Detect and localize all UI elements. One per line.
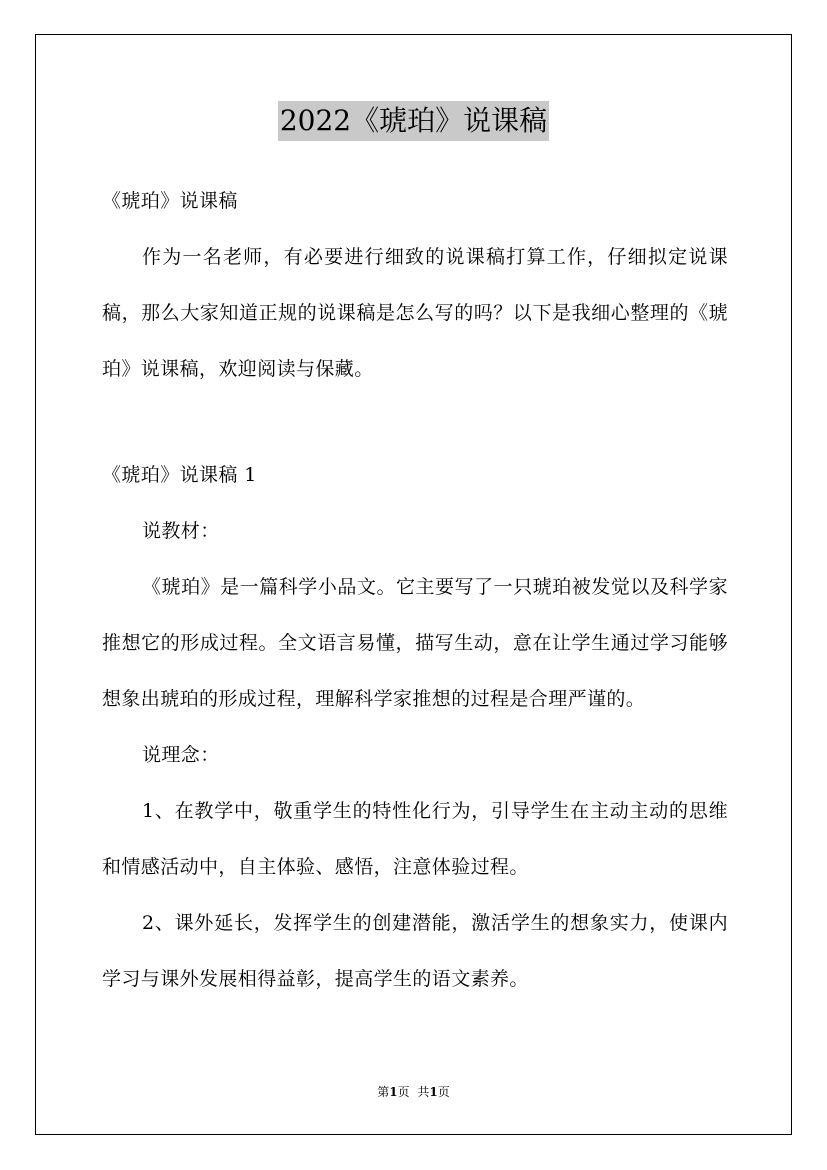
footer-page-label: 页: [397, 1085, 410, 1099]
footer-page-total: 1: [429, 1085, 438, 1099]
footer-total-prefix: 共: [417, 1085, 430, 1099]
textbook-paragraph: 《琥珀》是一篇科学小品文。它主要写了一只琥珀被发觉以及科学家推想它的形成过程。全文语言易懂，描写生动，意在让学生通过学习能够想象出琥珀的形成过程，理解科学家推想的过程是合理严谨的。: [102, 576, 728, 710]
footer-total-label: 页: [437, 1085, 450, 1099]
page-footer: [0, 1083, 827, 1101]
document-title: 2022《琥珀》说课稿: [278, 101, 549, 141]
footer-page-prefix: 第: [377, 1085, 390, 1099]
heading-textbook: 说教材：: [142, 520, 220, 542]
intro-paragraph: 作为一名老师，有必要进行细致的说课稿打算工作，仔细拟定说课稿，那么大家知道正规的说课稿是怎么写的吗？以下是我细心整理的《琥珀》说课稿，欢迎阅读与保藏。: [102, 246, 728, 380]
section-heading: 《琥珀》说课稿 1: [102, 464, 257, 486]
title-container: [0, 101, 827, 141]
footer-page-current: 1: [389, 1085, 398, 1099]
section-gap: [102, 397, 728, 447]
concept-item-1: 1、在教学中，敬重学生的特性化行为，引导学生在主动主动的思维和情感活动中，自主体验、感悟，注意体验过程。: [102, 800, 728, 878]
heading-concept: 说理念：: [142, 744, 220, 766]
concept-item-2: 2、课外延长，发挥学生的创建潜能，激活学生的想象实力，使课内学习与课外发展相得益彰，提高学生的语文素养。: [102, 912, 728, 990]
document-body: [102, 173, 728, 1007]
subtitle: 《琥珀》说课稿: [102, 190, 238, 212]
